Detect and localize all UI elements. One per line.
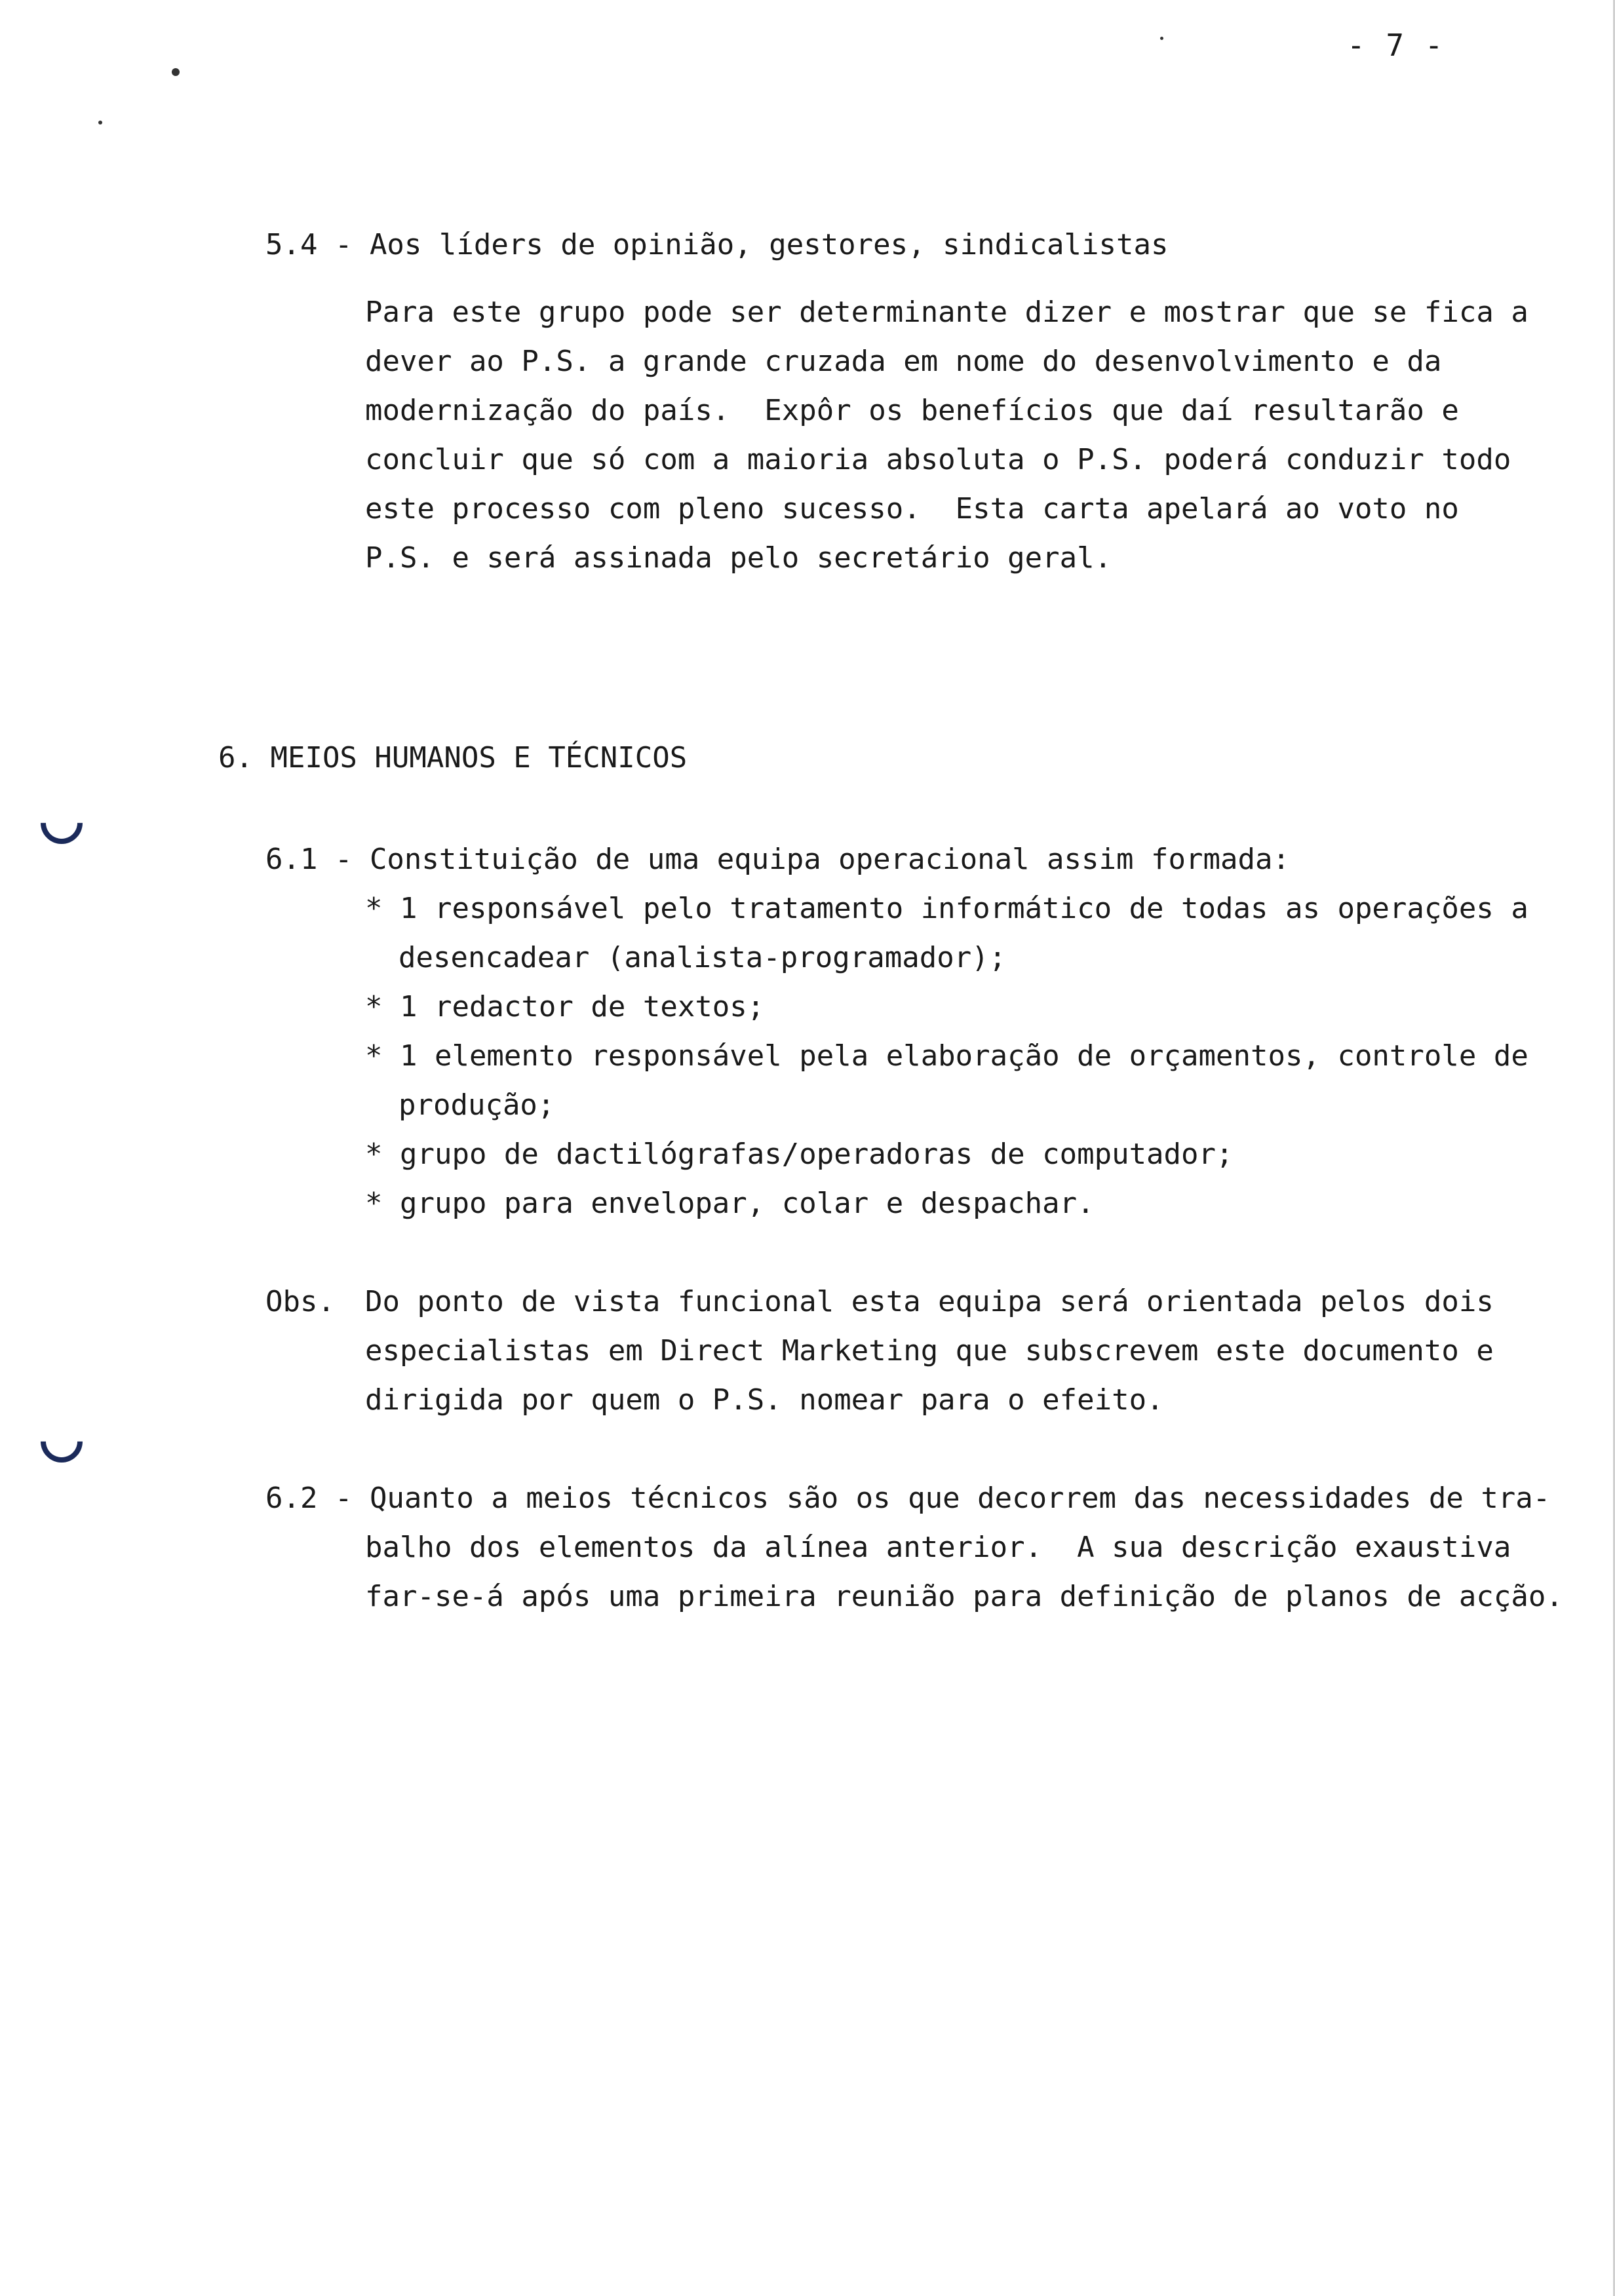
section-5-4-line: este processo com pleno sucesso. Esta carta apelará ao voto no [365, 492, 1459, 526]
section-5-4-line: Para este grupo pode ser determinante dizer e mostrar que se fica a [365, 296, 1528, 329]
scan-speck [98, 121, 102, 124]
obs-label: Obs. [265, 1285, 335, 1318]
bullet-item: * 1 responsável pelo tratamento informático de todas as operações a [365, 892, 1528, 925]
scan-speck [172, 68, 180, 76]
page-number: - 7 - [1347, 28, 1445, 63]
section-5-4-line: modernização do país. Expôr os benefícios que daí resultarão e [365, 394, 1459, 427]
section-5-4-line: P.S. e será assinada pelo secretário geral. [365, 541, 1112, 575]
punch-hole-icon [32, 1412, 92, 1472]
bullet-item-continuation: produção; [399, 1088, 555, 1122]
punch-hole-icon [32, 794, 92, 853]
section-6-2-line: far-se-á após uma primeira reunião para definição de planos de acção. [365, 1580, 1563, 1613]
obs-line: Do ponto de vista funcional esta equipa será orientada pelos dois [365, 1285, 1494, 1318]
bullet-item: * 1 redactor de textos; [365, 990, 765, 1024]
bullet-item: * 1 elemento responsável pela elaboração de orçamentos, controle de [365, 1039, 1528, 1073]
obs-line: especialistas em Direct Marketing que subscrevem este documento e [365, 1334, 1494, 1368]
section-6-1-heading: 6.1 - Constituição de uma equipa operacional assim formada: [265, 843, 1290, 876]
bullet-item: * grupo para envelopar, colar e despachar. [365, 1187, 1095, 1220]
section-6-2-line: balho dos elementos da alínea anterior. A sua descrição exaustiva [365, 1531, 1511, 1564]
section-5-4-line: concluir que só com a maioria absoluta o P.S. poderá conduzir todo [365, 443, 1511, 476]
bullet-item: * grupo de dactilógrafas/operadoras de computador; [365, 1138, 1234, 1171]
bullet-item-continuation: desencadear (analista-programador); [399, 941, 1007, 974]
section-5-4-line: dever ao P.S. a grande cruzada em nome do desenvolvimento e da [365, 345, 1442, 378]
section-6-2-heading: 6.2 - Quanto a meios técnicos são os que decorrem das necessidades de tra- [265, 1482, 1551, 1515]
section-6-heading: 6. MEIOS HUMANOS E TÉCNICOS [218, 741, 688, 775]
section-5-4-heading: 5.4 - Aos líders de opinião, gestores, sindicalistas [265, 228, 1169, 261]
obs-line: dirigida por quem o P.S. nomear para o efeito. [365, 1383, 1164, 1417]
scan-speck [1160, 37, 1163, 40]
